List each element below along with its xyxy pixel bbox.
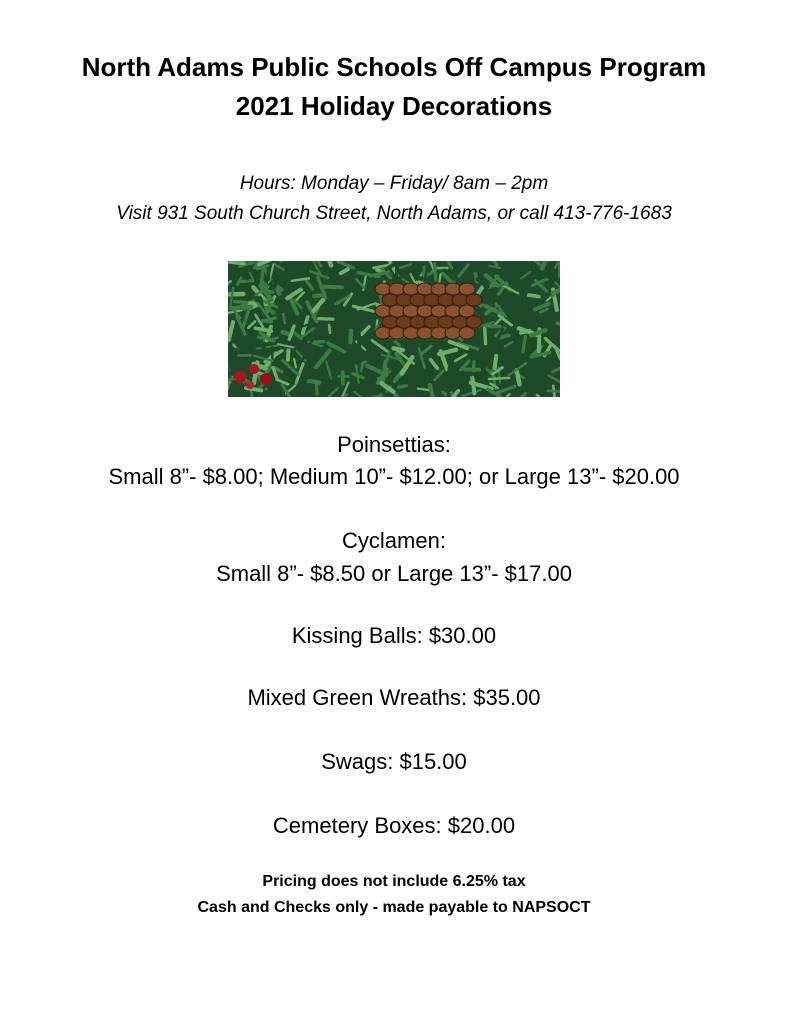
page-title-line1: North Adams Public Schools Off Campus Program (81, 52, 707, 82)
item-swags: Swags: $15.00 (321, 749, 467, 774)
pinecone (375, 283, 482, 339)
visit-text: Visit 931 South Church Street, North Adams, or call 413-776-1683 (116, 203, 672, 224)
item-poinsettias-name: Poinsettias: (337, 432, 451, 457)
item-cyclamen-detail: Small 8”- $8.50 or Large 13”- $17.00 (216, 561, 572, 586)
hours-text: Hours: Monday – Friday/ 8am – 2pm (239, 173, 549, 194)
item-cyclamen-name: Cyclamen: (342, 528, 446, 553)
page-title-line2: 2021 Holiday Decorations (235, 91, 553, 121)
payment-note: Cash and Checks only - made payable to NAPSOCT (197, 899, 591, 916)
item-mixed-green-wreaths: Mixed Green Wreaths: $35.00 (247, 685, 541, 710)
item-poinsettias-detail: Small 8”- $8.00; Medium 10”- $12.00; or Large 13”- $20.00 (108, 464, 680, 489)
item-cemetery-boxes: Cemetery Boxes: $20.00 (272, 813, 516, 838)
pine-branch-with-pinecone-icon (228, 261, 560, 397)
item-kissing-balls: Kissing Balls: $30.00 (291, 623, 497, 648)
tax-note: Pricing does not include 6.25% tax (262, 873, 526, 890)
